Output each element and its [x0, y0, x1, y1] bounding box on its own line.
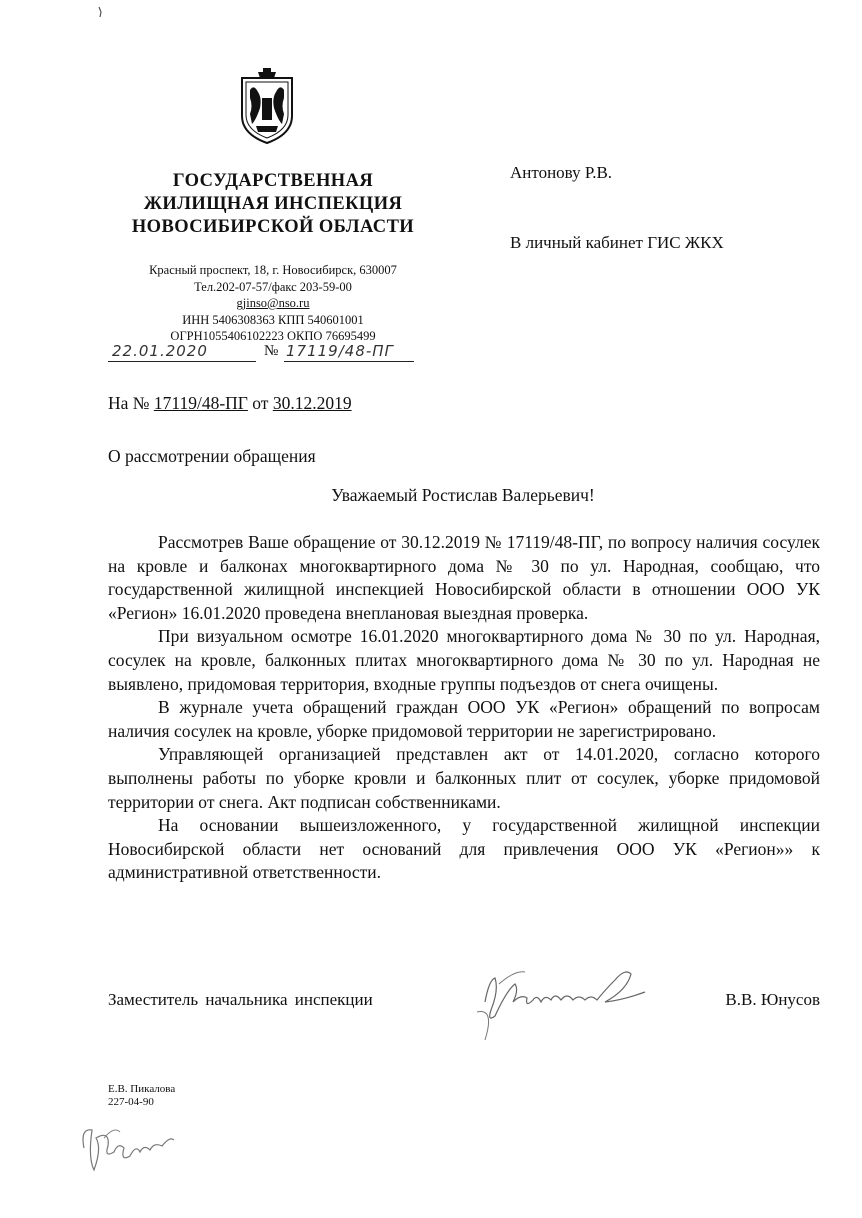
organization-name — [108, 170, 438, 239]
outgoing-date: 22.01.2020 — [112, 342, 208, 360]
org-line-3: НОВОСИБИРСКОЙ ОБЛАСТИ — [131, 217, 415, 237]
address: Красный проспект, 18, г. Новосибирск, 630007 — [149, 263, 397, 277]
reply-prefix: На № — [108, 393, 150, 413]
number-label: № — [264, 343, 279, 359]
executor-phone: 227-04-90 — [108, 1096, 154, 1108]
reply-reference — [108, 393, 352, 414]
body-paragraph: Управляющей организацией представлен акт от 14.01.2020, согласно которого выполнены работы по уборке кровли и балконных плит от сосулек, уборке придомовой территории от снега. Акт подписан собственниками. — [108, 744, 820, 812]
org-line-2: ЖИЛИЩНАЯ ИНСПЕКЦИЯ — [143, 194, 403, 214]
greeting: Уважаемый Ростислав Валерьевич! — [331, 485, 595, 505]
executor-info — [108, 1083, 175, 1109]
body-paragraph: Рассмотрев Ваше обращение от 30.12.2019 № 17119/48-ПГ, по вопросу наличия сосулек на кровле и балконах многоквартирного дома № 30 по ул. Народная, сообщаю, что государственной жилищной инспекцией Новосибирской области в отношении ООО УК «Регион» 16.01.2020 проведена внеплановая выездная проверка. — [108, 532, 820, 623]
outgoing-number: 17119/48-ПГ — [286, 342, 394, 360]
signer-position: Заместитель начальника инспекции — [108, 990, 373, 1009]
reply-number: 17119/48-ПГ — [153, 393, 248, 413]
reply-date: 30.12.2019 — [272, 393, 352, 413]
executor-name: Е.В. Пикалова — [108, 1083, 176, 1095]
org-line-1: ГОСУДАРСТВЕННАЯ — [172, 171, 374, 191]
corner-mark-icon — [96, 6, 106, 18]
number-underline — [284, 361, 414, 362]
body-paragraph: При визуальном осмотре 16.01.2020 многоквартирного дома № 30 по ул. Народная, сосулек на кровле, балконных плитах многоквартирного дома № 30 по ул. Народная не выявлено, придомовая территория, входные группы подъездов от снега очищены. — [108, 626, 820, 694]
organization-contacts — [108, 262, 438, 345]
email-link[interactable]: gjinso@nso.ru — [236, 296, 310, 310]
letter-body — [108, 531, 820, 885]
reply-from: от — [252, 393, 269, 413]
phone-fax: Тел.202-07-57/факс 203-59-00 — [194, 279, 352, 294]
coat-of-arms-icon — [236, 68, 298, 146]
handwritten-initials-icon — [74, 1118, 184, 1178]
letter-subject: О рассмотрении обращения — [108, 446, 316, 466]
inn-kpp: ИНН 5406308363 КПП 540601001 — [182, 312, 364, 327]
date-underline — [108, 361, 256, 362]
outgoing-date-number — [108, 342, 428, 364]
signer-name: В.В. Юнусов — [725, 990, 820, 1009]
ogrn-okpo: ОГРН1055406102223 ОКПО 76695499 — [170, 329, 376, 343]
recipient-name: Антонову Р.В. — [510, 163, 613, 182]
body-paragraph: На основании вышеизложенного, у государственной жилищной инспекции Новосибирской области нет оснований для привлечения ООО УК «Регион»» к административной ответственности. — [108, 815, 820, 883]
body-paragraph: В журнале учета обращений граждан ООО УК «Регион» обращений по вопросам наличия сосулек на кровле, уборке придомовой территории не зарегистрировано. — [108, 697, 820, 741]
recipient-channel: В личный кабинет ГИС ЖКХ — [510, 233, 724, 252]
signature-row — [108, 990, 820, 1014]
